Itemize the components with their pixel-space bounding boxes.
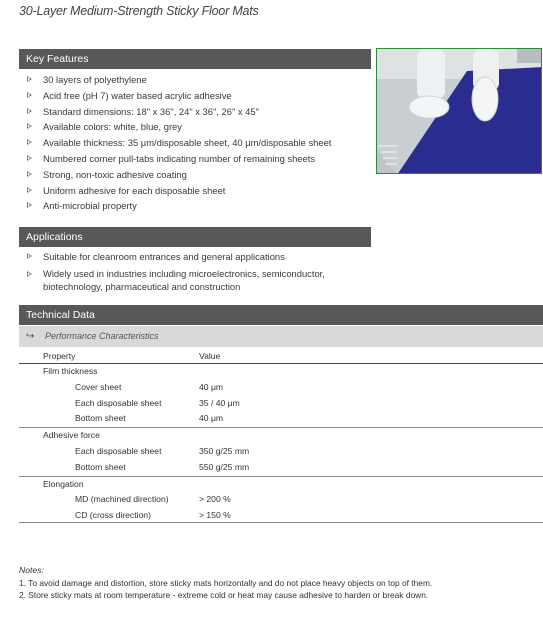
list-item: Suitable for cleanroom entrances and general applications [27, 249, 357, 265]
table-row: Each disposable sheet 35 / 40 μm [75, 397, 240, 408]
table-row: Bottom sheet 550 g/25 mm [75, 461, 250, 472]
arrow-icon [27, 271, 32, 277]
page-title: 30-Layer Medium-Strength Sticky Floor Mats [19, 4, 259, 18]
table-header-row: Property Value [19, 349, 543, 364]
list-item: Acid free (pH 7) water based acrylic adhesive [27, 88, 372, 104]
table-row: Bottom sheet 40 μm [75, 413, 224, 424]
note-item: 1. To avoid damage and distortion, store sticky mats horizontally and do not place heavy objects on top of them. [19, 578, 433, 588]
list-item: Standard dimensions: 18" x 36", 24" x 36", 26" x 45" [27, 104, 372, 120]
arrow-icon [27, 123, 32, 129]
notes-title: Notes: [19, 565, 44, 575]
list-item: Available colors: white, blue, grey [27, 119, 372, 135]
list-item: Available thickness: 35 μm/disposable sheet, 40 μm/disposable sheet [27, 135, 372, 151]
technical-data-heading: Technical Data [19, 305, 543, 325]
applications-heading: Applications [19, 227, 371, 247]
arrow-icon [27, 253, 32, 259]
return-arrow-icon: ↪ [26, 331, 35, 342]
technical-data-table [19, 349, 543, 524]
table-divider [19, 522, 543, 523]
arrow-icon [27, 76, 32, 82]
table-group-row: Adhesive force [19, 427, 543, 444]
note-item: 2. Store sticky mats at room temperature - extreme cold or heat may cause adhesive to harden or break down. [19, 590, 429, 600]
arrow-icon [27, 171, 32, 177]
table-row: Cover sheet 40 μm [75, 381, 224, 392]
arrow-icon [27, 187, 32, 193]
table-row: CD (cross direction) > 150 % [75, 510, 231, 521]
list-item: Strong, non-toxic adhesive coating [27, 167, 372, 183]
applications-list [27, 249, 357, 294]
list-item: Widely used in industries including microelectronics, semiconductor, biotechnology, pharmaceutical and construction [27, 267, 357, 294]
performance-subheading: ↪ Performance Characteristics [19, 326, 543, 347]
key-features-heading: Key Features [19, 49, 371, 69]
table-row: MD (machined direction) > 200 % [75, 494, 231, 505]
arrow-icon [27, 108, 32, 114]
arrow-icon [27, 202, 32, 208]
list-item: 30 layers of polyethylene [27, 72, 372, 88]
product-photo [376, 48, 542, 174]
table-group-row: Film thickness [43, 366, 98, 376]
list-item: Uniform adhesive for each disposable sheet [27, 183, 372, 199]
arrow-icon [27, 139, 32, 145]
table-row: Each disposable sheet 350 g/25 mm [75, 445, 250, 456]
list-item: Numbered corner pull-tabs indicating number of remaining sheets [27, 151, 372, 167]
list-item: Anti-microbial property [27, 198, 372, 214]
key-features-list [27, 72, 372, 214]
arrow-icon [27, 155, 32, 161]
arrow-icon [27, 92, 32, 98]
table-group-row: Elongation [19, 476, 543, 493]
cleanroom-mat-illustration [377, 49, 542, 174]
